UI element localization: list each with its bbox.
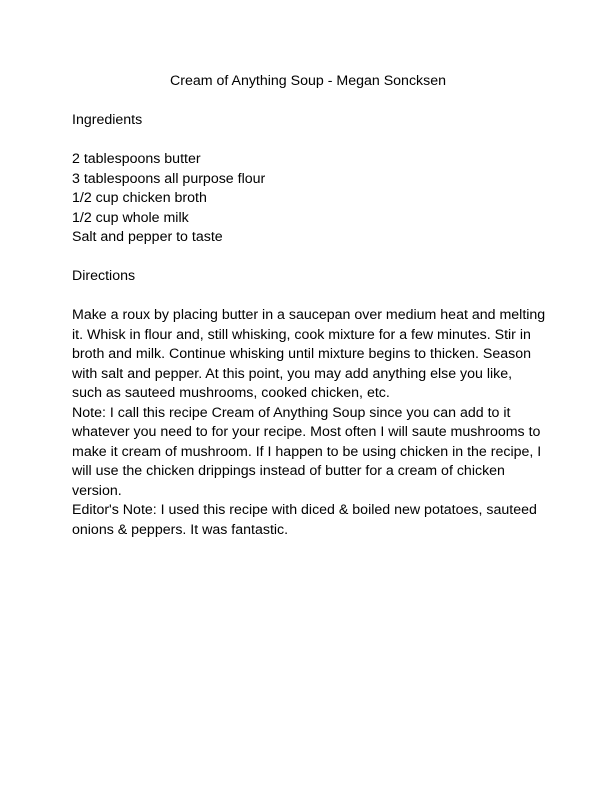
ingredient-item: 1/2 cup chicken broth (72, 190, 207, 206)
directions-line: will use the chicken drippings instead of butter for a cream of chicken (72, 463, 505, 479)
directions-line: Note: I call this recipe Cream of Anything Soup since you can add to it (72, 404, 511, 421)
directions-line: such as sauteed mushrooms, cooked chicken, etc. (72, 385, 390, 401)
directions-line: Editor's Note: I used this recipe with diced & boiled new potatoes, sauteed (72, 502, 537, 518)
ingredients-list (72, 150, 544, 248)
spacer (72, 131, 544, 151)
ingredient-item: Salt and pepper to taste (72, 229, 223, 245)
spacer (72, 92, 544, 112)
document-page (72, 72, 544, 540)
ingredient-item: 2 tablespoons butter (72, 151, 201, 167)
ingredient-item: 3 tablespoons all purpose flour (72, 170, 266, 187)
spacer (72, 287, 544, 307)
directions-line: it. Whisk in flour and, still whisking, cook mixture for a few minutes. Stir in (72, 326, 531, 343)
directions-line: broth and milk. Continue whisking until mixture begins to thicken. Season (72, 346, 531, 362)
directions-heading: Directions (72, 268, 136, 284)
ingredients-heading: Ingredients (72, 112, 143, 128)
ingredient-item: 1/2 cup whole milk (72, 209, 189, 226)
document-title: Cream of Anything Soup - Megan Soncksen (169, 73, 447, 89)
directions-text (72, 306, 544, 540)
directions-line: Make a roux by placing butter in a saucepan over medium heat and melting (72, 307, 546, 323)
directions-line: make it cream of mushroom. If I happen to be using chicken in the recipe, I (72, 443, 542, 460)
directions-line: onions & peppers. It was fantastic. (72, 521, 289, 538)
directions-line: with salt and pepper. At this point, you may add anything else you like, (72, 365, 513, 382)
spacer (72, 248, 544, 268)
directions-line: whatever you need to for your recipe. Most often I will saute mushrooms to (72, 424, 541, 440)
directions-line: version. (72, 482, 122, 499)
